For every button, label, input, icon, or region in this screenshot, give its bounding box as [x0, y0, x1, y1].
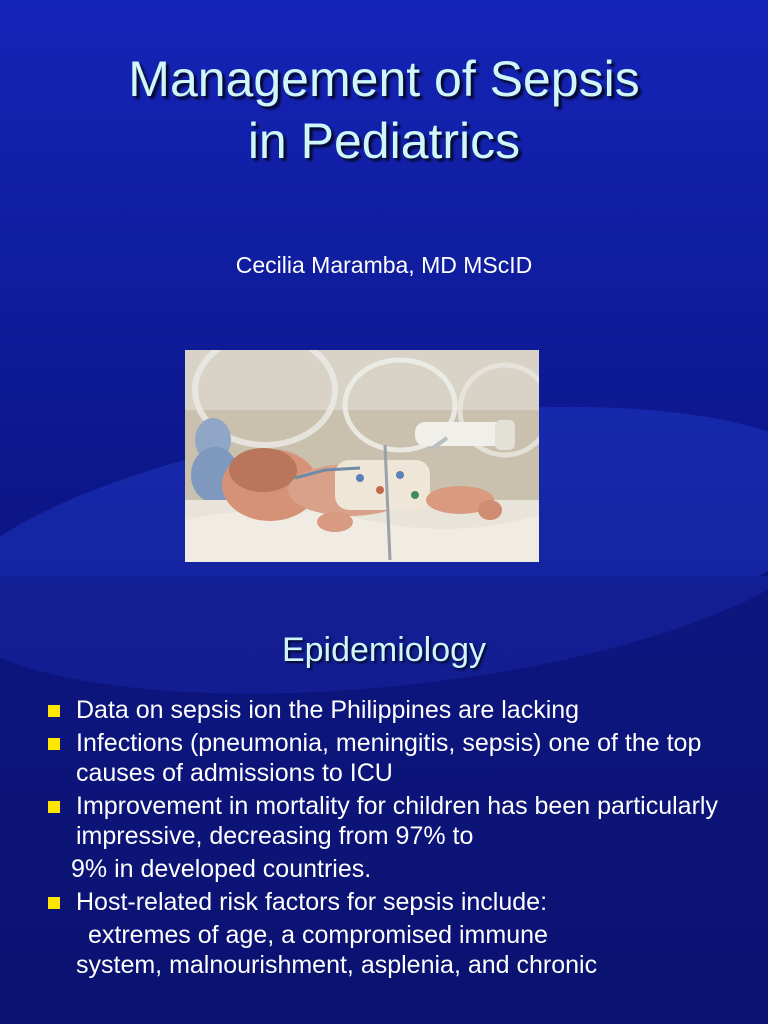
- bullet-list: [0, 695, 768, 983]
- list-item-continuation: [0, 920, 768, 950]
- title-line-1: Management of Sepsis: [128, 51, 640, 107]
- bullet-text: Infections (pneumonia, meningitis, sepsis) one of the top causes of admissions to ICU: [76, 729, 702, 787]
- square-bullet-icon: [48, 897, 60, 909]
- bullet-text: Improvement in mortality for children has been particularly impressive, decreasing from 97% to: [76, 792, 718, 850]
- list-item-continuation: [0, 950, 768, 980]
- slide-title: [0, 48, 768, 172]
- square-bullet-icon: [48, 801, 60, 813]
- list-item-continuation: [0, 854, 768, 884]
- square-bullet-icon: [48, 705, 60, 717]
- list-item: [0, 791, 768, 851]
- list-item: [0, 728, 768, 788]
- bullet-text: extremes of age, a compromised immune: [88, 921, 548, 949]
- title-line-2: in Pediatrics: [247, 113, 521, 169]
- bullet-text: Host-related risk factors for sepsis include:: [76, 888, 548, 916]
- bullet-text: 9% in developed countries.: [71, 855, 372, 883]
- bullet-text: system, malnourishment, asplenia, and chronic: [76, 951, 598, 979]
- square-bullet-icon: [48, 738, 60, 750]
- list-item: [0, 695, 768, 725]
- neonate-photo: [185, 350, 539, 562]
- neonate-incubator-image: [185, 350, 539, 562]
- list-item: [0, 887, 768, 917]
- slide-heading: Epidemiology: [281, 631, 487, 669]
- bullet-text: Data on sepsis ion the Philippines are lacking: [76, 696, 580, 724]
- author-name: Cecilia Maramba, MD MScID: [235, 252, 533, 278]
